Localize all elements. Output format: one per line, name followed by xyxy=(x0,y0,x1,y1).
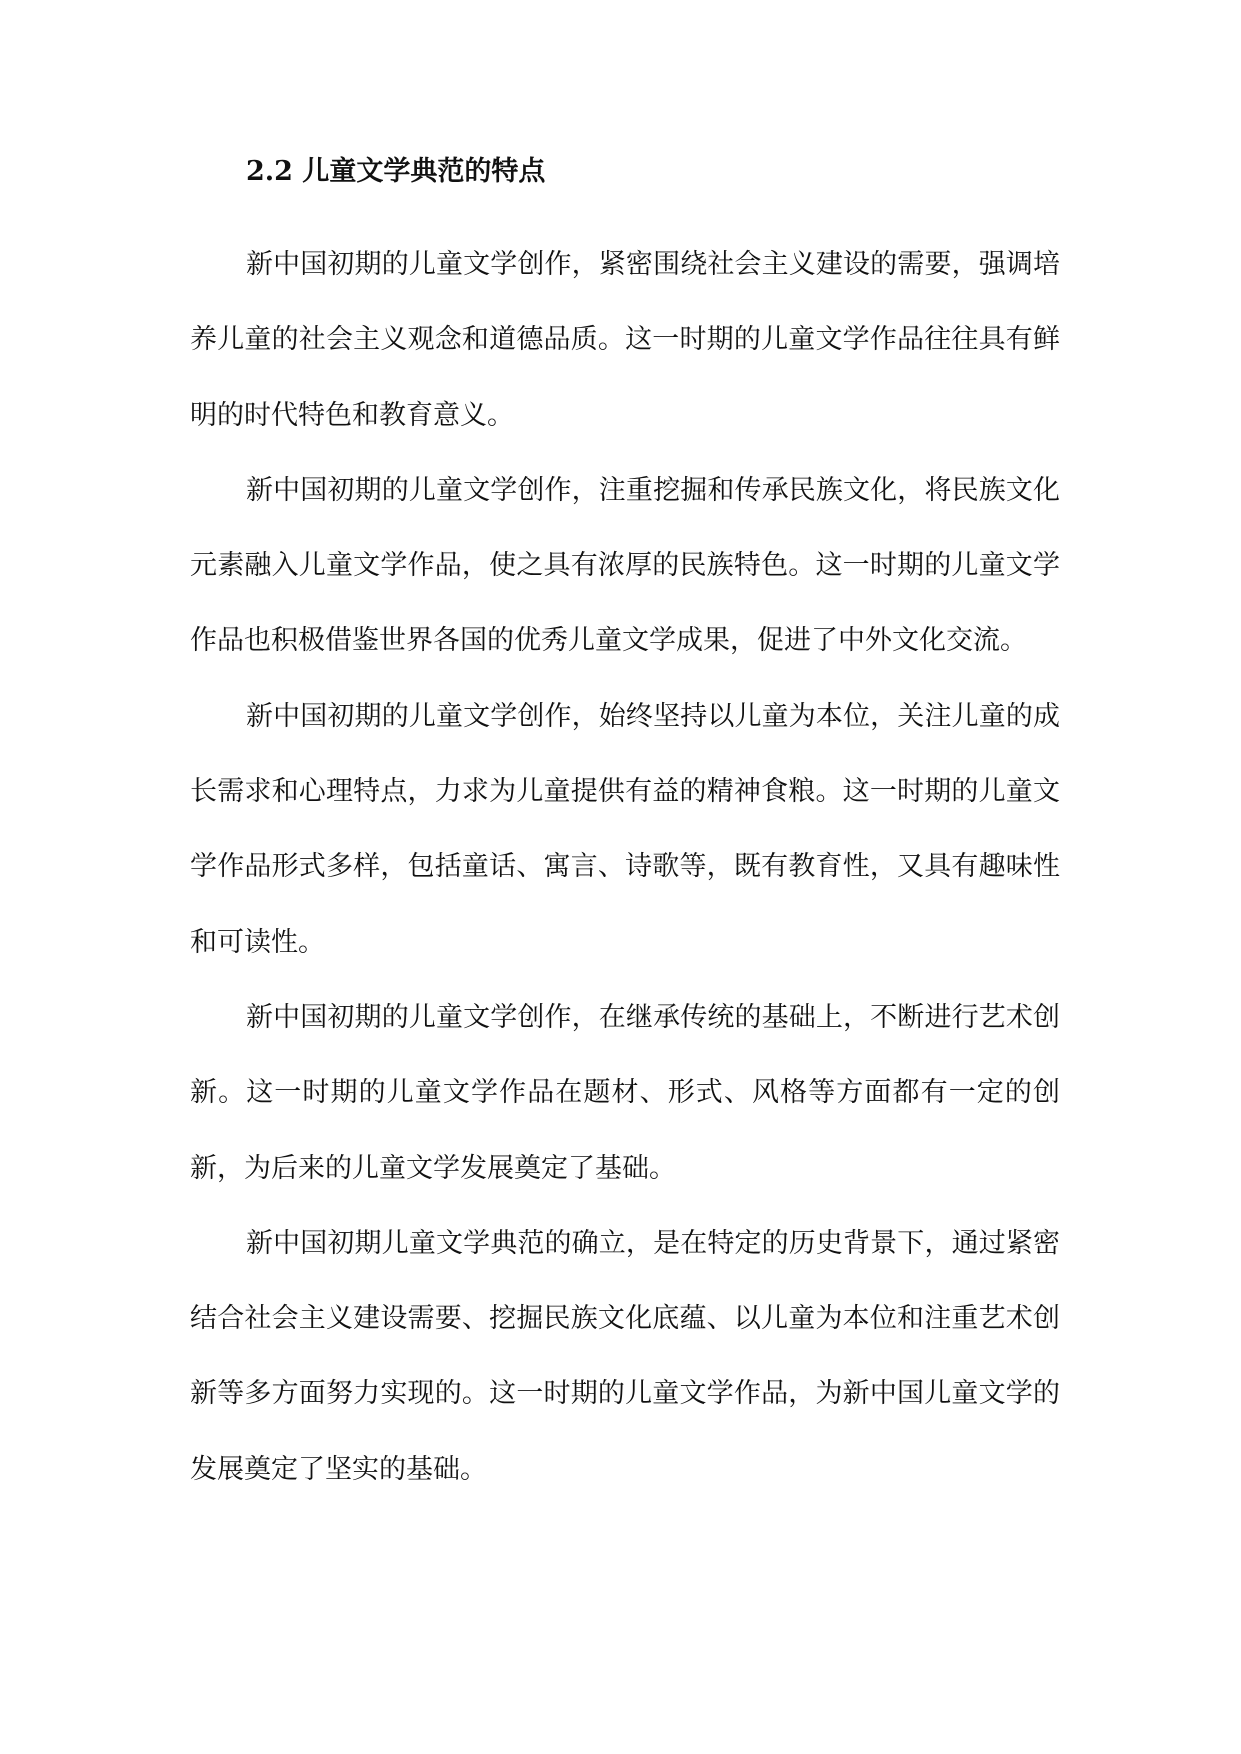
body-text xyxy=(190,227,1060,1507)
paragraph-1: 新中国初期的儿童文学创作，紧密围绕社会主义建设的需要，强调培养儿童的社会主义观念和道德品质。这一时期的儿童文学作品往往具有鲜明的时代特色和教育意义。 xyxy=(190,249,1060,431)
page-content xyxy=(190,150,1060,1507)
paragraph-3: 新中国初期的儿童文学创作，始终坚持以儿童为本位，关注儿童的成长需求和心理特点，力求为儿童提供有益的精神食粮。这一时期的儿童文学作品形式多样，包括童话、寓言、诗歌等，既有教育性，又具有趣味性和可读性。 xyxy=(190,700,1060,958)
paragraph-2: 新中国初期的儿童文学创作，注重挖掘和传承民族文化，将民族文化元素融入儿童文学作品，使之具有浓厚的民族特色。这一时期的儿童文学作品也积极借鉴世界各国的优秀儿童文学成果，促进了中外文化交流。 xyxy=(190,474,1060,657)
section-heading: 2.2 儿童文学典范的特点 xyxy=(246,156,546,187)
paragraph-5: 新中国初期儿童文学典范的确立，是在特定的历史背景下，通过紧密结合社会主义建设需要、挖掘民族文化底蕴、以儿童为本位和注重艺术创新等多方面努力实现的。这一时期的儿童文学作品，为新中国儿童文学的发展奠定了坚实的基础。 xyxy=(190,1227,1060,1485)
paragraph-4: 新中国初期的儿童文学创作，在继承传统的基础上，不断进行艺术创新。这一时期的儿童文学作品在题材、形式、风格等方面都有一定的创新，为后来的儿童文学发展奠定了基础。 xyxy=(190,1001,1060,1184)
